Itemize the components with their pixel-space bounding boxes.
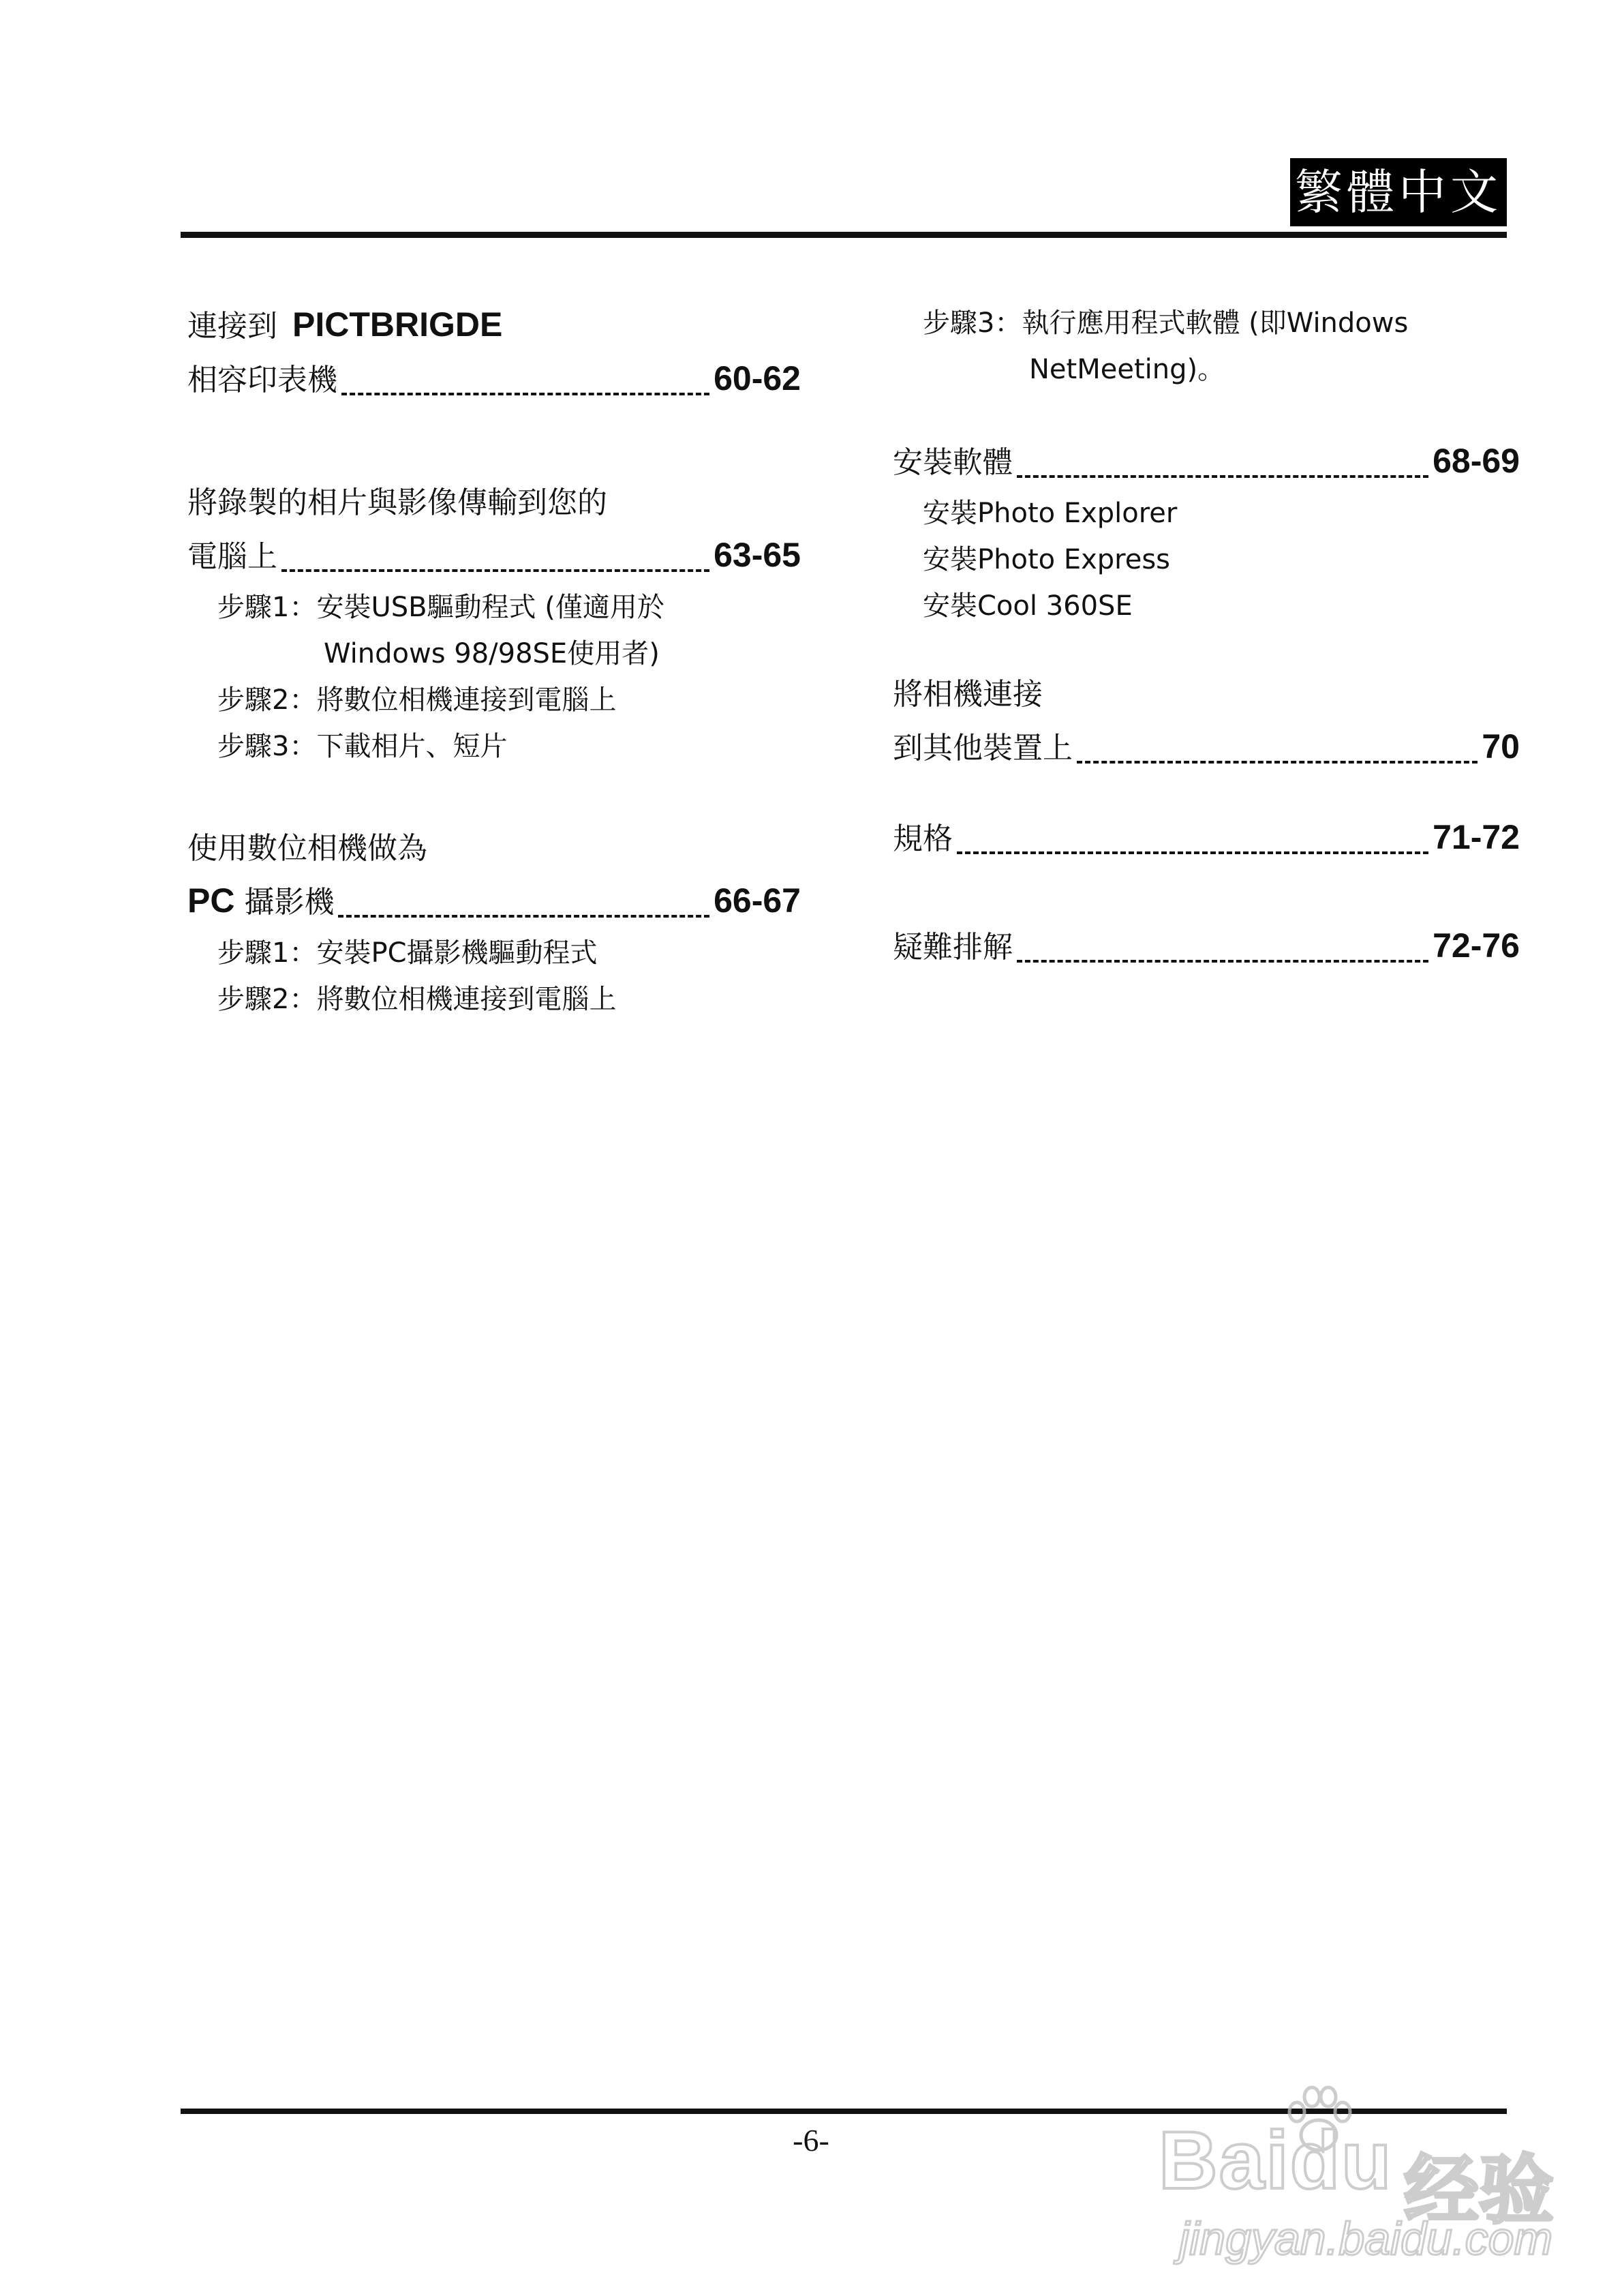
- toc-entry-label: [187, 873, 334, 930]
- toc-entry[interactable]: [187, 873, 801, 930]
- language-badge: 繁體中文: [1290, 158, 1507, 226]
- toc-entry-troubleshoot[interactable]: [893, 918, 1520, 975]
- toc-section-title: [187, 300, 801, 351]
- toc-section-title: [187, 824, 801, 873]
- toc-entry-label-en: PC: [187, 881, 235, 920]
- section-title-cn: 連接到: [187, 309, 277, 344]
- page-range: 71-72: [1433, 818, 1520, 856]
- toc-left-column: [187, 300, 801, 1023]
- toc-sub-entry[interactable]: 安裝Photo Express: [923, 544, 1171, 575]
- toc-sub-entry[interactable]: 步驟3：下載相片、短片: [217, 731, 508, 762]
- dot-leader: [341, 393, 709, 395]
- toc-sub-entry-continuation: NetMeeting)。: [1029, 354, 1225, 385]
- toc-entry-label: 電腦上: [187, 539, 277, 574]
- footer-rule: [181, 2109, 1507, 2114]
- toc-entry[interactable]: [187, 528, 801, 584]
- page-range: 72-76: [1433, 926, 1520, 965]
- baidu-watermark: [1131, 2072, 1608, 2277]
- toc-sub-entry-continuation: Windows 98/98SE使用者): [324, 638, 660, 669]
- page-range: 66-67: [714, 881, 801, 920]
- page-range: 68-69: [1433, 442, 1520, 480]
- dot-leader: [1017, 960, 1428, 963]
- toc-entry-label-cn: 攝影機: [244, 885, 335, 920]
- section-title-cn: 使用數位相機做為: [187, 831, 427, 866]
- toc-sub-entry[interactable]: 步驟1：安裝PC攝影機驅動程式: [217, 937, 598, 969]
- toc-sub-entry[interactable]: 步驟1：安裝USB驅動程式 (僅適用於: [217, 592, 664, 623]
- watermark-cn: 经验: [1404, 2147, 1554, 2234]
- toc-sub-entry[interactable]: 步驟2：將數位相機連接到電腦上: [217, 984, 617, 1015]
- header-rule: [181, 232, 1507, 238]
- toc-sub-entry[interactable]: 步驟3：執行應用程式軟體 (即Windows: [923, 307, 1409, 339]
- toc-entry-label: 疑難排解: [893, 930, 1013, 965]
- toc-entry-label: 到其他裝置上: [893, 731, 1073, 766]
- dot-leader: [338, 915, 709, 918]
- dot-leader: [281, 569, 709, 572]
- toc-entry-label: 安裝軟體: [893, 445, 1013, 480]
- section-title-en: PICTBRIGDE: [292, 305, 503, 344]
- toc-sub-entry[interactable]: 安裝Photo Explorer: [923, 498, 1178, 529]
- page-range: 60-62: [714, 359, 801, 397]
- section-title-cn: 將相機連接: [893, 677, 1043, 712]
- watermark-url: jingyan.baidu.com: [1179, 2213, 1553, 2265]
- toc-entry-specs[interactable]: [893, 810, 1520, 866]
- toc-sub-entry[interactable]: 安裝Cool 360SE: [923, 590, 1133, 622]
- page-range: 63-65: [714, 536, 801, 574]
- toc-section-title: [893, 670, 1520, 719]
- toc-entry-install[interactable]: [893, 434, 1520, 490]
- watermark-logo: Baidu: [1159, 2115, 1393, 2206]
- dot-leader: [1077, 761, 1478, 764]
- dot-leader: [1017, 475, 1428, 478]
- toc-entry-label: 相容印表機: [187, 363, 337, 397]
- page-number: -6-: [793, 2123, 829, 2158]
- section-title-cn: 將錄製的相片與影像傳輸到您的: [187, 485, 607, 520]
- page-range: 70: [1482, 727, 1520, 766]
- toc-entry-label: 規格: [893, 821, 953, 856]
- toc-entry[interactable]: [187, 351, 801, 408]
- toc-section-title: [187, 479, 801, 528]
- toc-entry-connect[interactable]: [893, 719, 1520, 776]
- toc-right-column: [893, 300, 1520, 975]
- toc-sub-entry[interactable]: 步驟2：將數位相機連接到電腦上: [217, 684, 617, 716]
- dot-leader: [957, 851, 1428, 854]
